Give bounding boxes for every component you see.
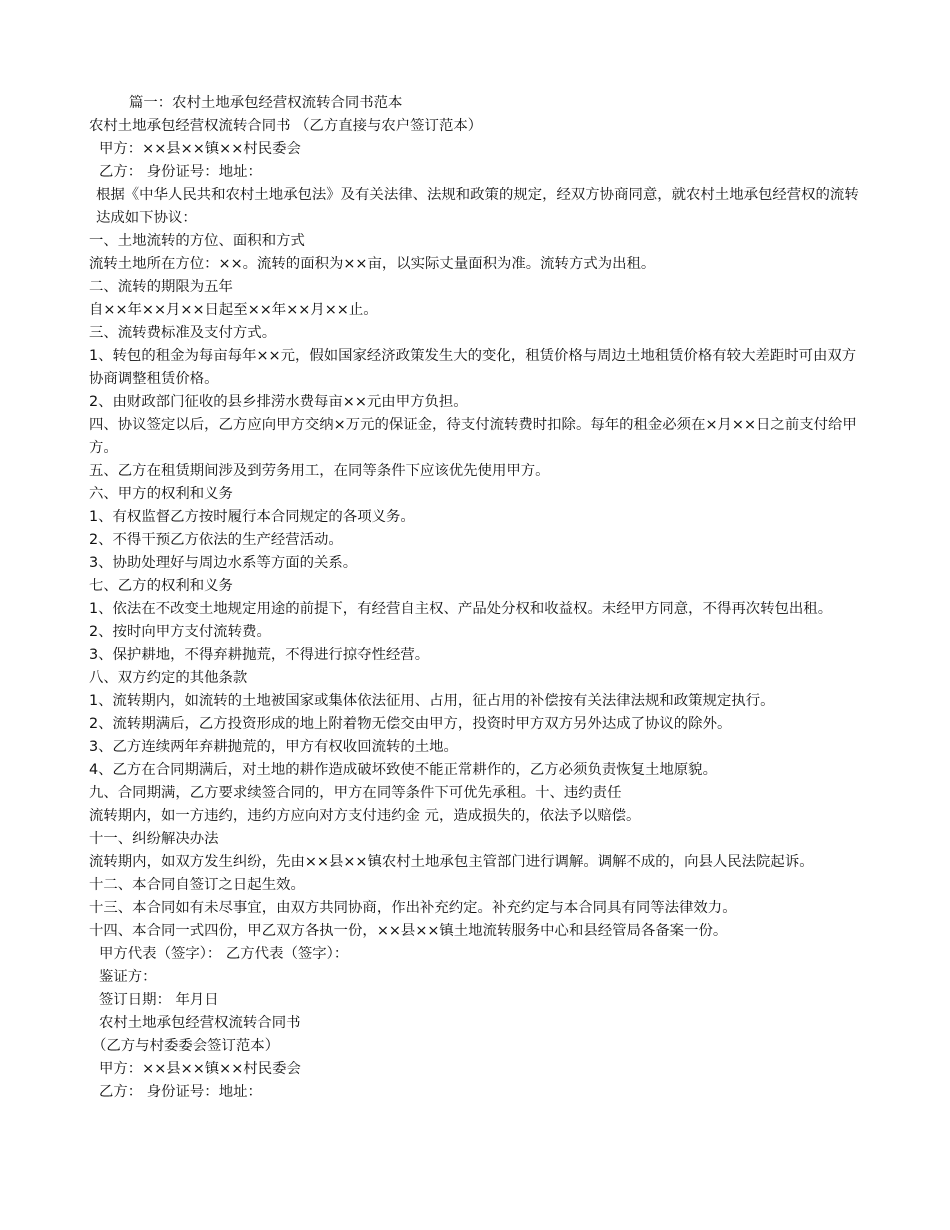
party-a-line: 甲方：××县××镇××村民委会 — [99, 1061, 301, 1077]
clause-item: 3、保护耕地，不得弃耕抛荒，不得进行掠夺性经营。 — [89, 647, 430, 663]
clause-heading-13: 十三、本合同如有未尽事宜，由双方共同协商，作出补充约定。补充约定与本合同具有同等法律效力。 — [89, 900, 737, 916]
clause-heading-4: 四、协议签定以后，乙方应向甲方交纳×万元的保证金，待支付流转费时扣除。每年的租金必须在×月××日之前支付给甲方。 — [89, 417, 857, 456]
second-contract-subtitle: （乙方与村委委会签订范本） — [92, 1038, 280, 1054]
party-b-line: 乙方： 身份证号：地址： — [99, 164, 262, 180]
clause-item: 2、按时向甲方支付流转费。 — [89, 624, 271, 640]
clause-item: 3、乙方连续两年弃耕抛荒的，甲方有权收回流转的土地。 — [89, 739, 458, 755]
clause-heading-11: 十一、纠纷解决办法 — [89, 831, 219, 847]
clause-heading-5: 五、乙方在租赁期间涉及到劳务用工，在同等条件下应该优先使用甲方。 — [89, 463, 550, 479]
clause-heading-12: 十二、本合同自签订之日起生效。 — [89, 877, 305, 893]
second-contract-title: 农村土地承包经营权流转合同书 — [99, 1015, 301, 1031]
party-b-line: 乙方： 身份证号：地址： — [99, 1084, 262, 1100]
clause-heading-9-10: 九、合同期满，乙方要求续签合同的，甲方在同等条件下可优先承租。十、违约责任 — [89, 785, 622, 801]
clause-text: 流转期内，如双方发生纠纷，先由××县××镇农村土地承包主管部门进行调解。调解不成的，向县人民法院起诉。 — [89, 854, 814, 870]
party-a-line: 甲方：××县××镇××村民委会 — [99, 141, 301, 157]
preamble-paragraph: 根据《中华人民共和农村土地承包法》及有关法律、法规和政策的规定，经双方协商同意，就农村土地承包经营权的流转达成如下协议： — [96, 187, 859, 226]
clause-item: 2、不得干预乙方依法的生产经营活动。 — [89, 532, 343, 548]
section-heading: 篇一：农村土地承包经营权流转合同书范本 — [129, 95, 403, 111]
clause-heading-1: 一、土地流转的方位、面积和方式 — [89, 233, 305, 249]
clause-heading-8: 八、双方约定的其他条款 — [89, 670, 248, 686]
signature-line: 甲方代表（签字）： 乙方代表（签字）： — [99, 946, 349, 962]
clause-item: 1、转包的租金为每亩每年××元，假如国家经济政策发生大的变化，租赁价格与周边土地租赁价格有较大差距时可由双方协商调整租赁价格。 — [89, 348, 857, 387]
clause-item: 1、流转期内，如流转的土地被国家或集体依法征用、占用，征占用的补偿按有关法律法规和政策规定执行。 — [89, 693, 775, 709]
clause-heading-2: 二、流转的期限为五年 — [89, 279, 233, 295]
signing-date-line: 签订日期： 年月日 — [99, 992, 219, 1008]
clause-text: 自××年××月××日起至××年××月××止。 — [89, 302, 378, 318]
witness-line: 鉴证方： — [99, 969, 157, 985]
clause-item: 1、有权监督乙方按时履行本合同规定的各项义务。 — [89, 509, 415, 525]
clause-item: 4、乙方在合同期满后，对土地的耕作造成破坏致使不能正常耕作的，乙方必须负责恢复土地原貌。 — [89, 762, 717, 778]
clause-item: 2、流转期满后，乙方投资形成的地上附着物无偿交由甲方，投资时甲方双方另外达成了协议的除外。 — [89, 716, 732, 732]
document-title: 农村土地承包经营权流转合同书 （乙方直接与农户签订范本） — [89, 118, 483, 134]
clause-text: 流转期内，如一方违约，违约方应向对方支付违约金 元，造成损失的，依法予以赔偿。 — [89, 808, 641, 824]
document-body — [89, 92, 864, 1104]
clause-item: 3、协助处理好与周边水系等方面的关系。 — [89, 555, 358, 571]
clause-heading-3: 三、流转费标准及支付方式。 — [89, 325, 277, 341]
clause-heading-7: 七、乙方的权利和义务 — [89, 578, 233, 594]
clause-item: 1、依法在不改变土地规定用途的前提下，有经营自主权、产品处分权和收益权。未经甲方同意，不得再次转包出租。 — [89, 601, 833, 617]
clause-text: 流转土地所在方位：××。流转的面积为××亩，以实际丈量面积为准。流转方式为出租。 — [89, 256, 656, 272]
clause-item: 2、由财政部门征收的县乡排涝水费每亩××元由甲方负担。 — [89, 394, 468, 410]
clause-heading-14: 十四、本合同一式四份，甲乙双方各执一份，××县××镇土地流转服务中心和县经管局各备案一份。 — [89, 923, 728, 939]
clause-heading-6: 六、甲方的权利和义务 — [89, 486, 233, 502]
